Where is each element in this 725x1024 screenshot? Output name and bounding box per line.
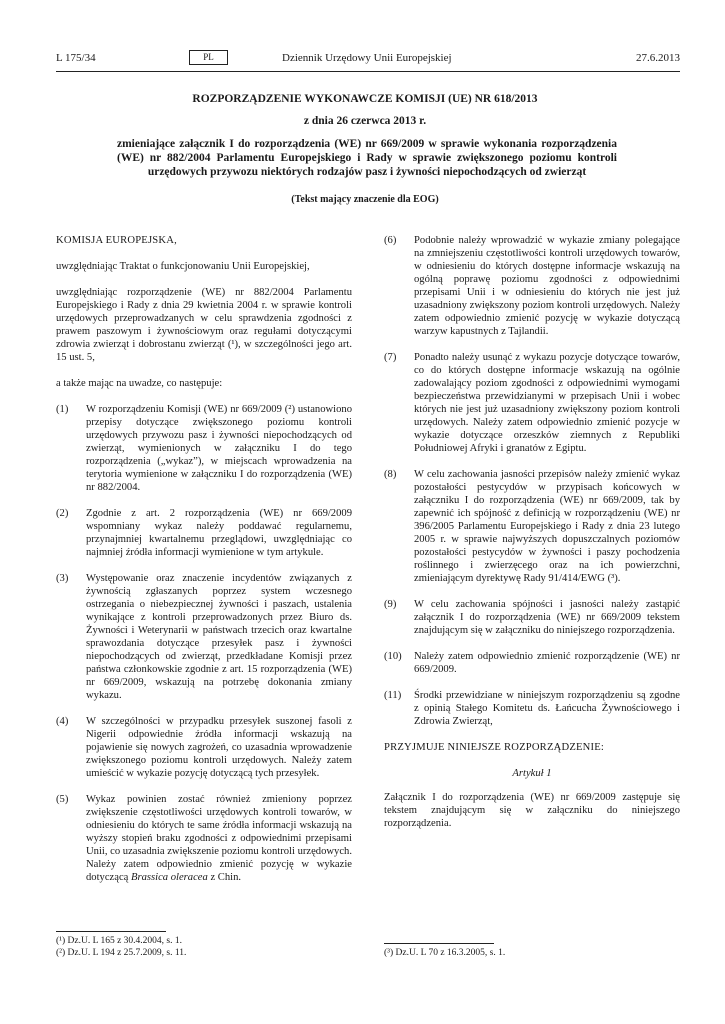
left-column [56,234,352,897]
footnote-divider-right [384,943,494,944]
recital-number: (3) [56,573,69,584]
recital-text: W rozporządzeniu Komisji (WE) nr 669/2009 (²) ustanowiono przepisy dotyczące zwiększonego poziomu kontroli urzędowych przywozu pasz i żywności niepochodzących od zwierząt, wymienionych w załączniku I do tego rozporządzenia („wykaz”), w miejscach wprowadzenia na terytoria wymienione w załączniku I do rozporządzenia (WE) nr 882/2004. [86,404,352,493]
recital [384,351,680,455]
footnote-divider-left [56,931,166,932]
recital-text: Środki przewidziane w niniejszym rozporządzeniu są zgodne z opinią Stałego Komitetu ds. Łańcucha Żywnościowego i Zdrowia Zwierząt, [414,690,680,727]
regulation-title: ROZPORZĄDZENIE WYKONAWCZE KOMISJI (UE) NR 618/2013 [192,93,538,105]
footnotes-right [384,947,505,959]
recital [56,403,352,494]
footnotes-left [56,935,186,959]
recital-number: (7) [384,352,397,363]
recital [56,793,352,884]
article-heading: Artykuł 1 [512,768,552,779]
recital-text: Podobnie należy wprowadzić w wykazie zmiany polegające na zmniejszeniu częstotliwości kontroli urzędowych towarów, w odniesieniu do których dostępne informacje wskazują na ogólną poprawę poziomu zgodności z odpowiednimi przepisami Unii i w odniesieniu do których nie jest już uzasadniony zwiększony poziom kontroli urzędowych. Należy zatem odpowiednio zmienić pozycję w wykazie dotyczącą warzyw kapustnych z Tajlandii. [414,235,680,337]
recital-number: (1) [56,404,69,415]
recital-number: (6) [384,235,397,246]
treaty-citation: uwzględniając Traktat o funkcjonowaniu Unii Europejskiej, [56,261,310,272]
eea-relevance: (Tekst mający znaczenie dla EOG) [291,194,439,205]
recital [56,507,352,559]
recital-number: (8) [384,469,397,480]
journal-title: Dziennik Urzędowy Unii Europejskiej [282,52,452,64]
recital-text: Należy zatem odpowiednio zmienić rozporządzenie (WE) nr 669/2009. [414,651,680,675]
recital-text: Wykaz powinien zostać również zmieniony poprzez zwiększenie częstotliwości urzędowych kontroli towarów, w odniesieniu do których te same źródła informacji wskazują na wyższy stopień braku zgodności z odpowiednimi przepisami Unii, co uzasadnia zwiększenie poziomu kontroli urzędowych. Należy zatem odpowiednio zmienić pozycję w wykazie dotyczącą [86,794,352,883]
regulation-subject: zmieniające załącznik I do rozporządzenia (WE) nr 669/2009 w sprawie wykonania rozporządzenia (WE) nr 882/2004 Parlamentu Europejskiego i Rady w sprawie zwiększonego poziomu kontroli urzędowych przywozu niektórych rodzajów pasz i żywności niepochodzących od zwierząt [117,138,617,178]
right-column [384,234,680,843]
journal-reference: L 175/34 [56,52,96,64]
recital-number: (4) [56,716,69,727]
recital-text: W celu zachowania spójności i jasności należy zastąpić załącznik I do rozporządzenia (WE) nr 669/2009 tekstem znajdującym się w załączniku do niniejszego rozporządzenia. [414,599,680,636]
footnote: (¹) Dz.U. L 165 z 30.4.2004, s. 1. [56,936,182,946]
footnote: (²) Dz.U. L 194 z 25.7.2009, s. 11. [56,948,187,958]
publication-date: 27.6.2013 [636,52,680,64]
recital-text: Zgodnie z art. 2 rozporządzenia (WE) nr 669/2009 wspomniany wykaz należy poddawać regularnemu, przynajmniej kwartalnemu przeglądowi, uwzględniając co najmniej źródła informacji wymienione w tym artykule. [86,508,352,558]
recital-text: W szczególności w przypadku przesyłek suszonej fasoli z Nigerii odpowiednie źródła informacji wskazują na pojawienie się nowych zagrożeń, co uzasadnia wprowadzenie zwiększonego poziomu kontroli urzędowych. Należy zatem umieścić w wykazie pozycję dotyczącą tych przesyłek. [86,716,352,779]
recital-italic-term: Brassica oleracea [131,872,208,883]
enacting-formula: PRZYJMUJE NINIEJSZE ROZPORZĄDZENIE: [384,742,605,753]
recital-text-tail: z Chin. [207,872,242,883]
running-header [56,50,680,72]
recital [384,689,680,728]
header-divider [56,71,680,72]
recital [56,572,352,702]
regulation-date: z dnia 26 czerwca 2013 r. [303,115,427,127]
recital-number: (5) [56,794,69,805]
whereas-line: a także mając na uwadze, co następuje: [56,378,223,389]
commission-line: KOMISJA EUROPEJSKA, [56,235,177,246]
recital [56,715,352,780]
recital-number: (10) [384,651,402,662]
recital [384,598,680,637]
recital-text: W celu zachowania jasności przepisów należy zmienić wykaz pozostałości pestycydów w przypisach końcowych w załączniku I do rozporządzenia (WE) nr 669/2009, tak by zapewnić ich spójność z definicją w rozporządzeniu (WE) nr 396/2005 Parlamentu Europejskiego i Rady z dnia 23 lutego 2005 r. w sprawie najwyższych dopuszczalnych poziomów pozostałości pestycydów w żywności i paszy pochodzenia roślinnego i zwierzęcego oraz na ich powierzchni, zmieniającym dyrektywę Rady 91/414/EWG (³). [414,469,680,584]
recital-text: Występowanie oraz znaczenie incydentów związanych z żywnością zgłaszanych poprzez system wczesnego ostrzegania o niebezpiecznej żywności i paszach, ustalenia wynikające z kontroli przeprowadzonych przez Biuro ds. Żywności i Weterynarii w państwach trzecich oraz kwartalne sprawozdania dotyczące przesyłek pasz i żywności niepochodzących od zwierząt, przedkładane Komisji przez państwa członkowskie zgodnie z art. 15 rozporządzenia (WE) nr 669/2009, wskazują na potrzebę dokonania zmiany wykazu. [86,573,352,701]
recital-number: (11) [384,690,402,701]
footnote: (³) Dz.U. L 70 z 16.3.2005, s. 1. [384,948,506,958]
recital-number: (9) [384,599,397,610]
recital-number: (2) [56,508,69,519]
article-text: Załącznik I do rozporządzenia (WE) nr 669/2009 zastępuje się tekstem znajdującym się w załączniku do niniejszego rozporządzenia. [384,792,680,829]
language-badge: PL [189,50,228,65]
recital [384,650,680,676]
recital [384,468,680,585]
recital-text: Ponadto należy usunąć z wykazu pozycje dotyczące towarów, co do których dostępne informacje wskazują na ogólnie zadowalający poziom zgodności z odpowiednimi wymogami bezpieczeństwa przewidzianymi w przepisach Unii i wobec których nie jest już uzasadniony zwiększony poziom kontroli urzędowych. Należy zatem odpowiednio zmienić pozycje w wykazie dotyczące orzeszków ziemnych z Republiki Południowej Afryki i granatów z Egiptu. [414,352,680,454]
recital [384,234,680,338]
regulation-citation: uwzględniając rozporządzenie (WE) nr 882/2004 Parlamentu Europejskiego i Rady z dnia 29 kwietnia 2004 r. w sprawie kontroli urzędowych przeprowadzanych w celu sprawdzenia zgodności z prawem paszowym i żywnościowym oraz regułami dotyczącymi zdrowia zwierząt i dobrostanu zwierząt (¹), w szczególności jego art. 15 ust. 5, [56,287,352,363]
